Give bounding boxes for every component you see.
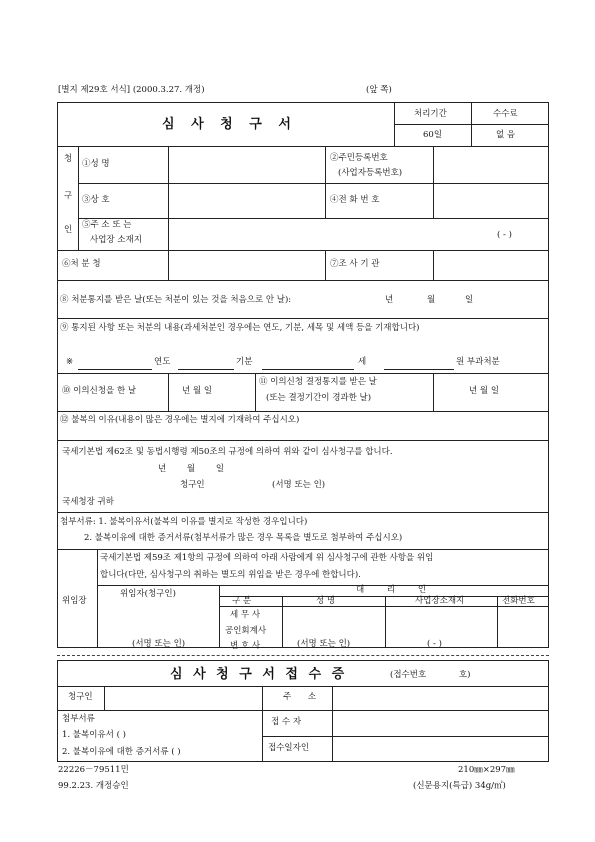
fee-label: 수수료	[493, 109, 518, 119]
notice-year: 년	[385, 295, 394, 305]
notice-day: 일	[465, 295, 474, 305]
declaration-claimant-label: 청구인	[180, 480, 205, 490]
decision-date-label-line1: ⑪ 이의신청 결정통지를 받은 날	[259, 377, 377, 387]
claimant-side-char-2: 구	[64, 191, 73, 201]
receipt-date-label: 접수일자인	[268, 743, 310, 753]
receipt-attach-2: 2. 불복이유에 대한 증거서류 ( )	[62, 747, 181, 757]
declaration-sign: (서명 또는 인)	[272, 480, 326, 490]
investigation-label: ⑦조 사 기 관	[330, 259, 380, 269]
trade-name-label: ③상 호	[82, 195, 110, 205]
agent-label: 대 리 인	[356, 585, 427, 595]
delegator-label: 위임자(청구인)	[120, 589, 176, 599]
addressee: 국세청장 귀하	[62, 497, 114, 507]
fee-value: 없 음	[496, 130, 516, 140]
processing-period: 60일	[423, 130, 443, 140]
receipt-claimant-label: 청구인	[68, 692, 93, 702]
page-side-label: (앞 쪽)	[366, 85, 392, 95]
delegation-text-line2: 합니다(다만, 심사청구의 취하는 별도의 위임을 받은 경우에 한합니다).	[100, 570, 361, 580]
agent-type-tax-accountant: 세 무 사	[230, 610, 261, 620]
receiver-label: 접 수 자	[271, 717, 302, 727]
disposition-period-label: 기분	[236, 357, 253, 367]
disposition-amount-label: 원 부과처분	[456, 357, 500, 367]
address-phone-paren: ( - )	[497, 230, 512, 240]
receipt-address-label: 주 소	[283, 692, 317, 702]
receipt-attach-1: 1. 불복이유서 ( )	[62, 730, 126, 740]
decision-date-label-line2: (또는 결정기간이 경과한 날)	[266, 393, 372, 403]
footer-paper: (신문용지(특급) 34g/㎡)	[413, 781, 506, 791]
footer-approval: 99.2.23. 개정승인	[58, 781, 129, 791]
phone-label: ④전 화 번 호	[330, 195, 380, 205]
business-id-label: (사업자등록번호)	[338, 168, 403, 178]
col-name: 성 명	[316, 596, 336, 606]
claimant-side-char-1: 청	[64, 154, 73, 164]
reason-label: ⑫ 불복의 이유(내용이 많은 경우에는 별지에 기재하여 주십시오)	[60, 415, 300, 425]
objection-date-value: 년 월 일	[182, 386, 213, 396]
decision-date-value: 년 월 일	[469, 386, 500, 396]
receipt-number: (접수번호 호)	[390, 670, 471, 680]
agent-type-cpa: 공인회계사	[225, 626, 267, 636]
agent-phone-paren: ( - )	[427, 639, 442, 649]
notice-date-label: ⑧ 처분통지를 받은 날(또는 처분이 있는 것을 처음으로 안 날):	[60, 295, 292, 305]
declaration-date: 년 월 일	[158, 464, 225, 474]
processing-period-label: 처리기간	[414, 109, 447, 119]
attachments-line1: 첨부서류: 1. 불복이유서(불복의 이유를 별지로 작성한 경우입니다)	[60, 517, 308, 527]
disposition-label: ⑨ 통지된 사항 또는 처분의 내용(과세처분인 경우에는 연도, 기분, 세목 및 세액 등을 기재합니다)	[60, 323, 420, 333]
footer-size: 210㎜×297㎜	[458, 765, 515, 775]
objection-date-label: ⑩ 이의신청을 한 날	[62, 386, 137, 396]
col-phone: 전화번호	[502, 596, 535, 606]
col-type: 구 분	[232, 596, 252, 606]
form-title: 심 사 청 구 서	[162, 117, 297, 132]
office-label: ⑥처 분 청	[62, 259, 101, 269]
declaration-text: 국세기본법 제62조 및 동법시행령 제50조의 규정에 의하여 위와 같이 심사청구를 합니다.	[62, 447, 393, 457]
name-label: ①성 명	[82, 159, 110, 169]
delegation-text-line1: 국세기본법 제59조 제1항의 규정에 의하여 아래 사람에게 위 심사청구에 관한 사항을 위임	[100, 553, 434, 563]
form-reference: [별지 제29호 서식] (2000.3.27. 개정)	[58, 85, 205, 95]
col-address: 사업장소재지	[415, 596, 465, 606]
disposition-mark: ※	[66, 357, 74, 367]
address-label-line2: 사업장 소재지	[90, 235, 142, 245]
agent-type-lawyer: 변 호 사	[230, 641, 261, 651]
disposition-tax-label: 세	[358, 357, 367, 367]
address-label-line1: ⑤주 소 또 는	[82, 220, 132, 230]
delegation-side-label: 위임장	[62, 596, 87, 606]
receipt-attach-label: 첨부서류	[62, 714, 95, 724]
notice-month: 월	[427, 295, 436, 305]
disposition-year-label: 연도	[154, 357, 171, 367]
agent-sign: (서명 또는 인)	[297, 639, 351, 649]
receipt-title: 심 사 청 구 서 접 수 증	[170, 667, 348, 682]
delegator-sign: (서명 또는 인)	[132, 639, 186, 649]
resident-id-label: ②주민등록번호	[330, 153, 388, 163]
attachments-line2: 2. 불복이유에 대한 증거서류(첨부서류가 많은 경우 목록을 별도로 첨부하여 주십시오)	[84, 533, 403, 543]
footer-code: 22226－79511민	[58, 765, 129, 775]
claimant-side-char-3: 인	[64, 225, 73, 235]
